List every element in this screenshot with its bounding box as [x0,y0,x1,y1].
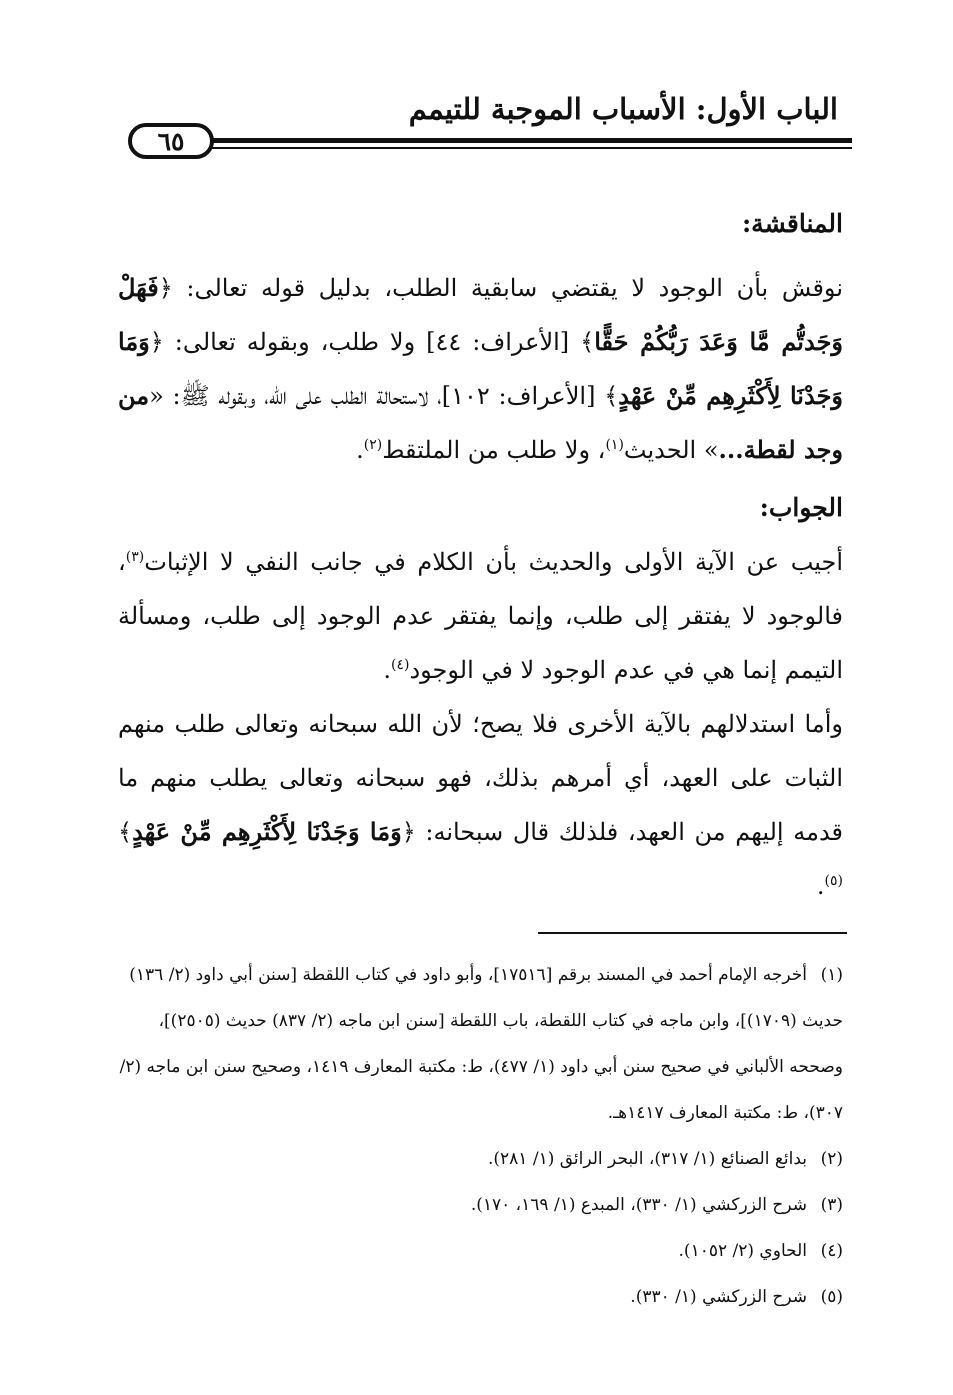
footnote-number: (٢) [820,1149,843,1169]
paragraph-answer-2 [118,697,843,913]
main-text [118,197,843,913]
footnote-number: (٥) [820,1287,843,1307]
text-segment: وأما استدلالهم بالآية الأخرى فلا يصح؛ لأن الله سبحانه وتعالى طلب منهم الثبات على العهد، أي أمرهم بذلك، فهو سبحانه وتعالى يطلب منهم ما قدمه إليهم من العهد، فلذلك قال سبحانه: ﴿ [118,710,844,846]
text-segment: ﴾ [الأعراف: ٤٤] ولا طلب، وبقوله تعالى: ﴿ [149,328,595,356]
heading-answer: الجواب: [759,493,843,522]
text-segment: أجيب عن الآية الأولى والحديث بأن الكلام في جانب النفي لا الإثبات [144,548,844,576]
footnote-text: أخرجه الإمام أحمد في المسند برقم [١٧٥١٦]، وأبو داود في كتاب اللقطة [سنن أبي داود (٢/ ١٣٦) حديث (١٧٠٩)]، وابن ماجه في كتاب اللقطة، باب اللقطة [سنن ابن ماجه (٢/ ٨٣٧) حديث (٢٥٠٥)]، وصححه الألباني في صحيح سنن أبي داود (١/ ٤٧٧)، ط: مكتبة المعارف ١٤١٩، وصحيح سنن ابن ماجه (٢/ ٣٠٧)، ط: مكتبة المعارف ١٤١٧هـ. [119,965,843,1123]
page-number: ٦٥ [128,123,214,159]
text-segment: . [356,436,364,464]
heading-discussion: المناقشة: [741,209,843,238]
text-segment: ، ولا طلب من الملتقط [382,436,606,464]
footnote-item [118,1274,843,1320]
footnote-text: الحاوي (٢/ ١٠٥٢). [678,1241,807,1261]
footnote-text: شرح الزركشي (١/ ٣٣٠). [630,1287,807,1307]
quran-verse: وَمَا وَجَدْنَا لِأَكْثَرِهِم مِّنْ عَهْدٍ [132,817,402,846]
chapter-title: الباب الأول: الأسباب الموجبة للتيمم [408,92,838,126]
text-segment: ﴾ [118,818,133,846]
hadith-quote: من وجد لقطة... [118,381,843,464]
footnote-text: شرح الزركشي (١/ ٣٣٠)، المبدع (١/ ١٦٩، ١٧٠). [470,1195,807,1215]
footnote-ref[interactable]: (٤) [390,657,410,673]
footnote-number: (٣) [820,1195,843,1215]
footnote-ref[interactable]: (١) [605,437,624,453]
quran-verse: فَهَلْ وَجَدتُّم مَّا وَعَدَ رَبُّكُمْ حَقًّا [118,273,844,356]
paragraph-discussion [118,261,843,477]
text-segment: . [383,656,391,684]
text-segment: . [816,872,825,900]
footnote-item [118,1136,843,1182]
footnote-ref[interactable]: (٣) [125,549,145,565]
text-segment: » الحديث [623,436,719,464]
footnote-text: بدائع الصنائع (١/ ٣١٧)، البحر الرائق (١/ ٢٨١). [487,1149,807,1169]
text-segment: ، فالوجود لا يفتقر إلى طلب، وإنما يفتقر عدم الوجود إلى طلب، ومسألة التيمم إنما هي في عدم الوجود لا في الوجود [118,548,843,684]
quran-verse: وَمَا وَجَدْنَا لِأَكْثَرِهِم مِّنْ عَهْدٍ [118,327,843,410]
footnote-item [118,1228,843,1274]
footnote-ref[interactable]: (٥) [824,873,843,889]
header-rule-thick [205,138,852,143]
paragraph-answer-1 [118,535,843,697]
footnote-item [118,1182,843,1228]
footnote-ref[interactable]: (٢) [363,437,383,453]
footnote-number: (١) [820,965,843,985]
text-segment: نوقش بأن الوجود لا يقتضي سابقية الطلب، بدليل قوله تعالى: ﴿ [158,274,843,302]
footnote-number: (٤) [820,1241,843,1261]
footnote-item [118,952,843,1136]
header-rule-thin [205,147,852,149]
footnotes [118,952,843,1320]
text-segment: ﴾ [الأعراف: ١٠٢]، لاستحالة الطلب على الله، وبقوله ﷺ: « [149,382,619,410]
footnote-separator [538,932,847,934]
